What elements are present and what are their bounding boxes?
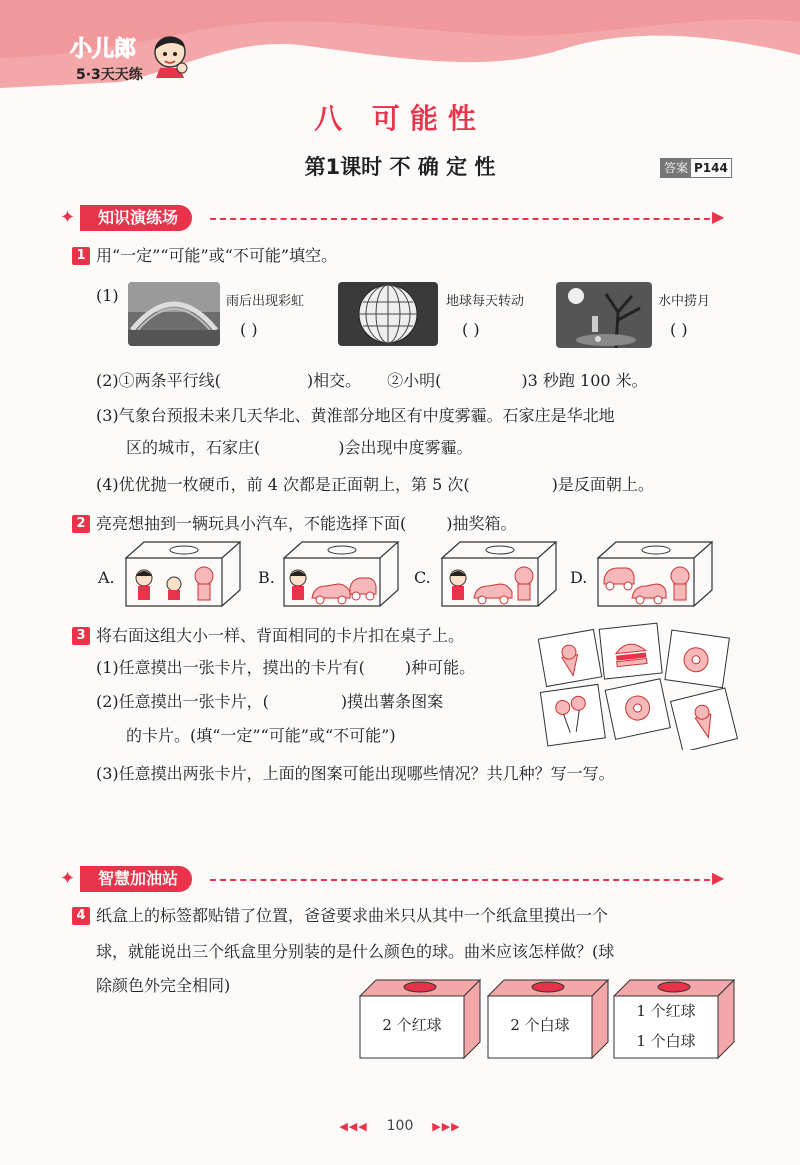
- q3-stem: [72, 624, 464, 648]
- q1-sub3-pre: 区的城市，石家庄(: [126, 438, 261, 457]
- q4-line1-text: 纸盒上的标签都贴错了位置，爸爸要求曲米只从其中一个纸盒里摸出一个: [96, 906, 609, 925]
- q1-item3-blank[interactable]: ( ): [670, 320, 688, 339]
- q1-stem: [72, 244, 337, 268]
- q1-sub2-b-post: )3 秒跑 100 米。: [521, 371, 648, 390]
- section-star-icon: ✦: [60, 868, 76, 889]
- carton-box-3[interactable]: [612, 976, 736, 1060]
- q3-sub1: [96, 656, 475, 680]
- q2-option-a-label: A.: [98, 568, 115, 587]
- q1-number: 1: [72, 247, 90, 265]
- section-star-icon: ✦: [60, 207, 76, 228]
- q2-option-d-label: D.: [570, 568, 588, 587]
- q1-item1-caption: 雨后出现彩虹: [226, 294, 305, 309]
- q3-sub2-post: )摸出薯条图案: [340, 692, 444, 711]
- section-wisdom-station: [60, 866, 740, 894]
- q3-sub2-line2: 的卡片。(填“一定”“可能”或“不可能”): [126, 726, 396, 745]
- prize-box-d[interactable]: [594, 540, 716, 608]
- q2-stem-post: )抽奖箱。: [446, 514, 517, 533]
- arrow-right-icon: ▶: [712, 868, 725, 887]
- earth-globe-image: [338, 282, 438, 346]
- q2-option-b-label: B.: [258, 568, 275, 587]
- answer-tag-page: P144: [694, 161, 728, 175]
- q3-sub2-pre: (2)任意摸出一张卡片，(: [96, 692, 269, 711]
- q1-sub4-pre: (4)优优抛一枚硬币，前 4 次都是正面朝上，第 5 次(: [96, 475, 470, 494]
- q3-sub1-post: )种可能。: [404, 658, 476, 677]
- q2-number: 2: [72, 515, 90, 533]
- q3-number: 3: [72, 627, 90, 645]
- section-divider: [210, 879, 720, 881]
- carton-box-1[interactable]: [358, 976, 482, 1060]
- q1-sub2-b-pre: ②小明(: [387, 371, 442, 390]
- section-label: 知识演练场: [80, 205, 192, 231]
- page-footer: [0, 1118, 800, 1134]
- section-knowledge-practice: [60, 205, 740, 233]
- q1-sub1-label: (1): [96, 286, 119, 305]
- moon-in-water-image: [556, 282, 652, 348]
- prize-box-a[interactable]: [122, 540, 244, 608]
- q1-sub4-post: )是反面朝上。: [551, 475, 654, 494]
- mascot-boy-icon: [148, 28, 192, 80]
- q2-option-c-label: C.: [414, 568, 431, 587]
- q4-line3: 除颜色外完全相同): [96, 976, 231, 995]
- arrow-right-icon: ▶: [712, 207, 725, 226]
- left-arrows-icon: ◀◀◀: [339, 1120, 368, 1133]
- logo-title: 小儿郎: [70, 37, 137, 62]
- q1-sub2: [96, 369, 648, 393]
- q1-item2-blank[interactable]: ( ): [462, 320, 480, 339]
- q2-stem: [72, 512, 517, 536]
- q1-sub2-a-post: )相交。: [306, 371, 362, 390]
- q4-number: 4: [72, 907, 90, 925]
- q1-item2-caption: 地球每天转动: [446, 294, 525, 309]
- q3-sub3: (3)任意摸出两张卡片，上面的图案可能出现哪些情况？共几种？写一写。: [96, 764, 615, 783]
- q2-stem-pre: 亮亮想抽到一辆玩具小汽车，不能选择下面(: [96, 514, 407, 533]
- q3-stem-text: 将右面这组大小一样、背面相同的卡片扣在桌子上。: [96, 626, 465, 645]
- q1-sub3-line2: [126, 436, 473, 460]
- answer-tag: [660, 158, 732, 178]
- carton-box-2-label: 2 个白球: [510, 1016, 570, 1034]
- q1-sub4: [96, 473, 654, 497]
- section-label: 智慧加油站: [80, 866, 192, 892]
- q3-sub2: [96, 690, 443, 714]
- lesson-title: 第1课时 不 确 定 性: [304, 155, 496, 179]
- q3-sub1-pre: (1)任意摸出一张卡片，摸出的卡片有(: [96, 658, 365, 677]
- q1-item3-caption: 水中捞月: [658, 294, 711, 309]
- q1-item1-blank[interactable]: ( ): [240, 320, 258, 339]
- carton-box-3-label-1: 1 个红球: [636, 1002, 696, 1020]
- carton-box-2[interactable]: [486, 976, 610, 1060]
- carton-box-3-label-2: 1 个白球: [636, 1032, 696, 1050]
- food-cards-illustration: [538, 620, 738, 750]
- q1-sub3-post: )会出现中度雾霾。: [338, 438, 473, 457]
- page-number: 100: [386, 1118, 414, 1134]
- q4-line1: [72, 904, 608, 928]
- section-divider: [210, 218, 720, 220]
- answer-tag-label: 答案: [661, 159, 691, 177]
- q1-sub3-line1: (3)气象台预报未来几天华北、黄淮部分地区有中度雾霾。石家庄是华北地: [96, 406, 615, 425]
- q1-sub2-a-pre: (2)①两条平行线(: [96, 371, 221, 390]
- q4-line2: 球，就能说出三个纸盒里分别装的是什么颜色的球。曲米应该怎样做？(球: [96, 942, 615, 961]
- logo-subtitle: 5·3天天练: [76, 67, 143, 83]
- q1-stem-text: 用“一定”“可能”或“不可能”填空。: [96, 246, 338, 265]
- right-arrows-icon: ▶▶▶: [432, 1120, 461, 1133]
- rainbow-photo: [128, 282, 220, 346]
- carton-box-1-label: 2 个红球: [382, 1016, 442, 1034]
- prize-box-c[interactable]: [438, 540, 560, 608]
- unit-title: 八 可能性: [314, 102, 486, 135]
- prize-box-b[interactable]: [280, 540, 402, 608]
